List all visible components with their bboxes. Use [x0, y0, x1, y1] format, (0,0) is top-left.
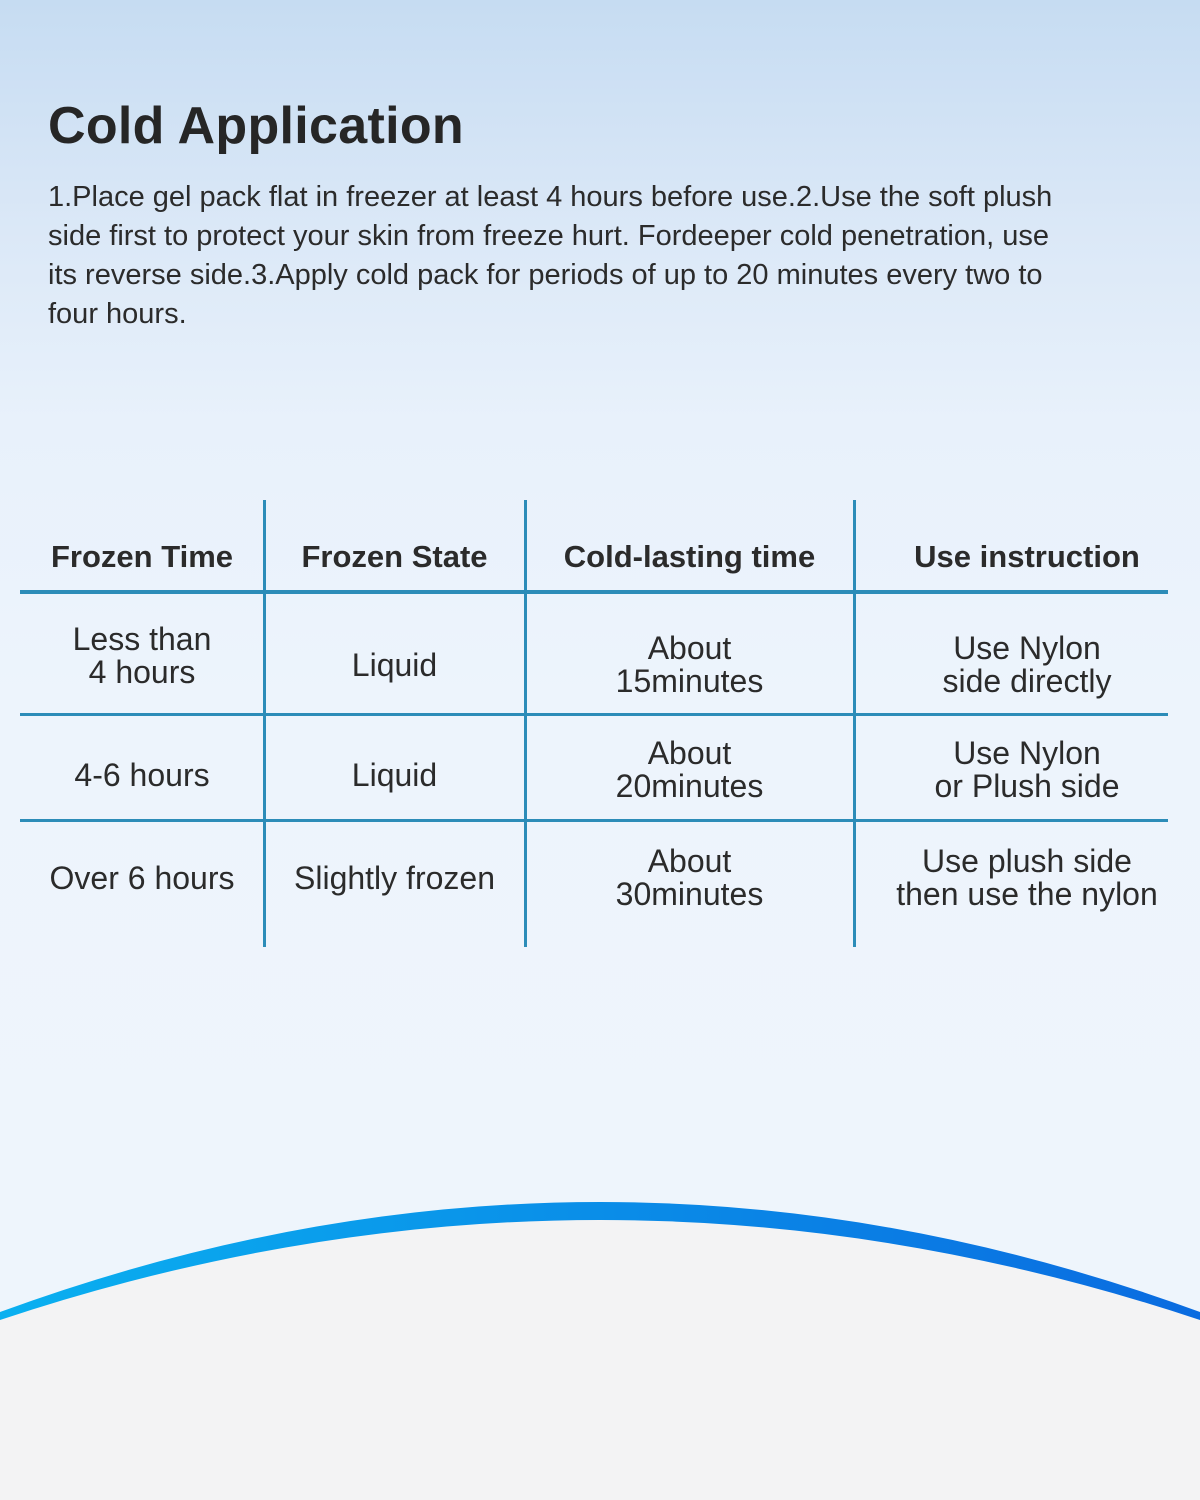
cell-frozen-state: Slightly frozen	[294, 859, 495, 896]
cell-text: About	[647, 630, 732, 666]
cell-text: 20minutes	[615, 768, 764, 804]
decorative-wave	[0, 1180, 1200, 1500]
cell-text: Use Nylon	[953, 630, 1101, 666]
cell-frozen-time	[20, 592, 264, 714]
frozen-time-table	[20, 500, 1200, 946]
table-row	[20, 592, 1200, 714]
cell-text: Use plush side	[922, 843, 1132, 879]
cell-text: Use Nylon	[953, 735, 1101, 771]
header-frozen-time: Frozen Time	[50, 538, 234, 574]
cell-text: About	[647, 843, 732, 879]
header-use-instruction: Use instruction	[914, 538, 1140, 574]
cell-text: About	[647, 735, 732, 771]
wave-graphic	[0, 1180, 1200, 1500]
cell-use-instruction	[854, 592, 1200, 714]
instructions-text: 1.Place gel pack flat in freezer at least 4 hours before use.2.Use the soft plush side first to protect your skin from freeze hurt. Fordeeper cold penetration, use its reverse side.3.Apply cold pack for periods of up to 20 minutes every two to four hours.	[48, 181, 1053, 330]
cell-frozen-state: Liquid	[351, 756, 438, 793]
cell-text: then use the nylon	[896, 876, 1158, 912]
cell-cold-lasting	[525, 820, 854, 946]
header-frozen-state: Frozen State	[301, 538, 488, 574]
cell-frozen-state: Liquid	[351, 646, 438, 683]
cell-use-instruction	[854, 714, 1200, 820]
table-row	[20, 714, 1200, 820]
cell-use-instruction	[854, 820, 1200, 946]
cell-text: or Plush side	[934, 768, 1120, 804]
header-cold-lasting-time: Cold-lasting time	[563, 538, 816, 574]
cell-text: side directly	[942, 663, 1112, 699]
cell-text: 4 hours	[88, 654, 196, 690]
cell-frozen-time: 4-6 hours	[74, 756, 210, 793]
table-row	[20, 820, 1200, 946]
cell-text: 15minutes	[615, 663, 764, 699]
cell-text: Less than	[72, 621, 212, 657]
instructions-paragraph	[48, 178, 1068, 334]
page-title: Cold Application	[48, 97, 464, 155]
cell-frozen-time: Over 6 hours	[49, 859, 235, 896]
cell-cold-lasting	[525, 592, 854, 714]
cell-text: 30minutes	[615, 876, 764, 912]
cell-cold-lasting	[525, 714, 854, 820]
table-header-row	[20, 500, 1200, 592]
